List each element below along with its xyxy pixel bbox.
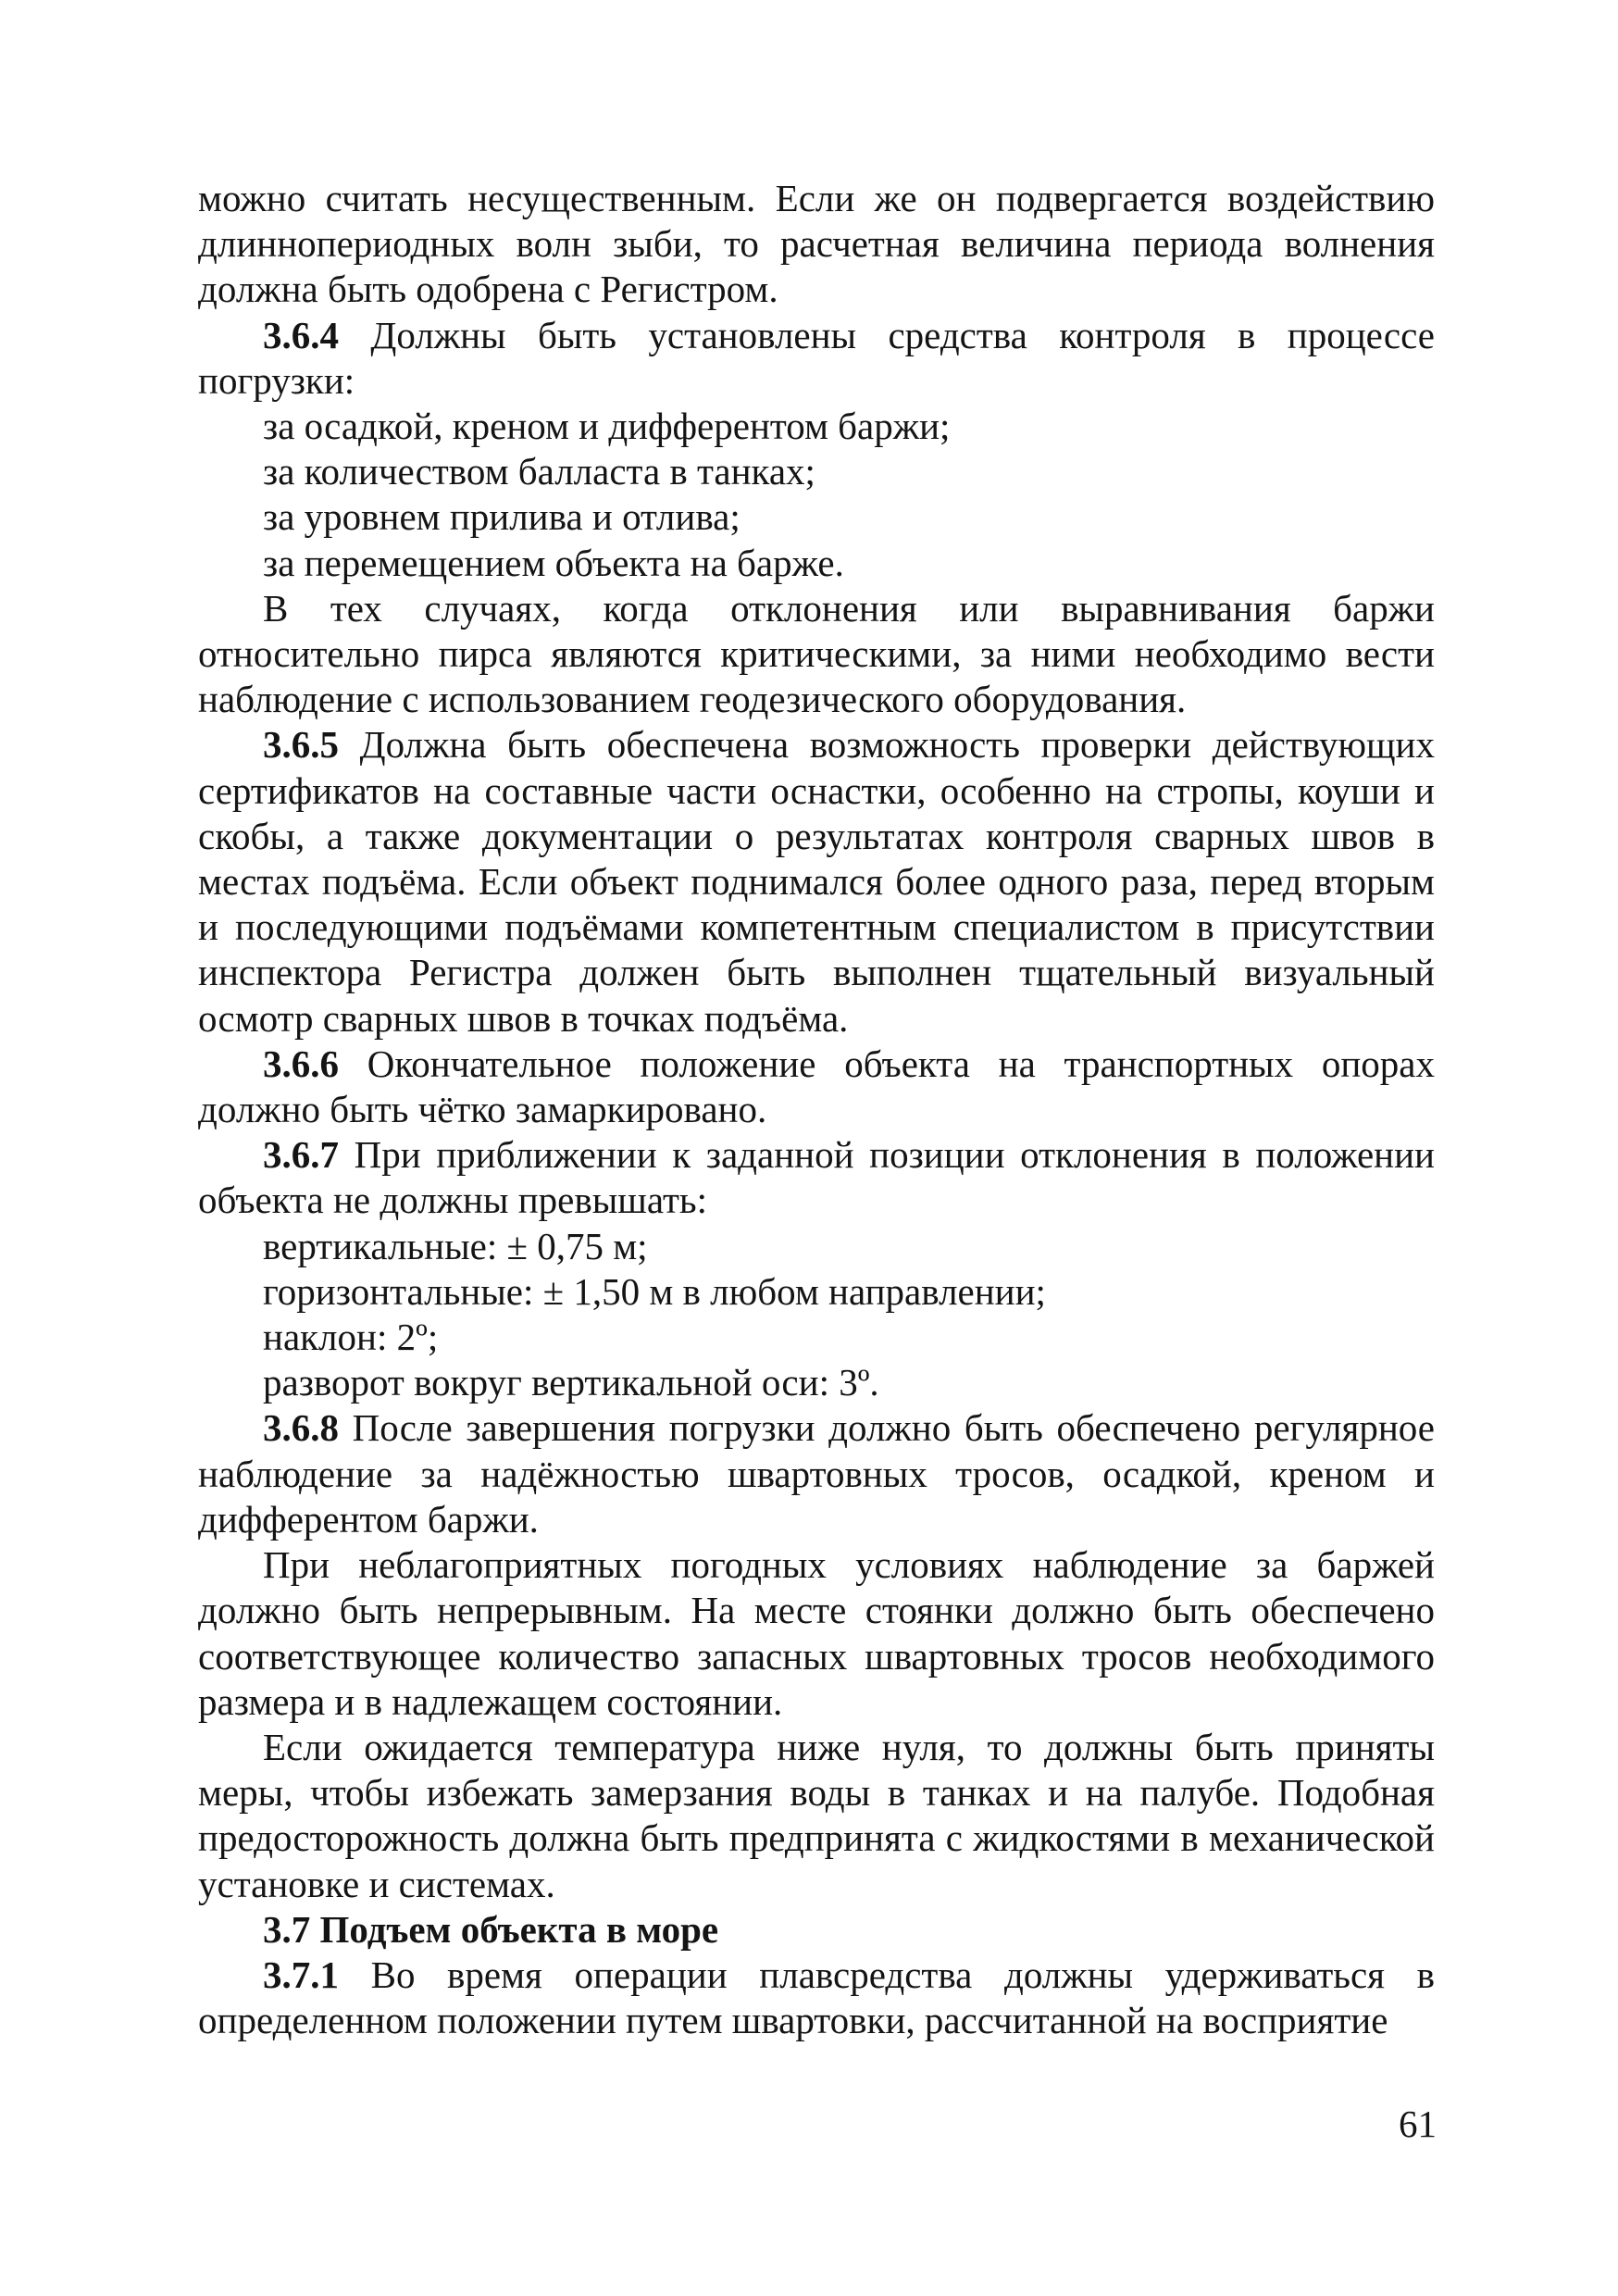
clause-number: 3.6.8 <box>263 1406 339 1450</box>
clause-text: После завершения погрузки должно быть обеспечено регулярное наблюдение за надёжностью швартовных тросов, осадкой, креном и дифферентом баржи. <box>198 1406 1435 1541</box>
clause-text: Должны быть установлены средства контроля в процессе погрузки: <box>198 313 1435 402</box>
paragraph-3-6-8 <box>198 1405 1435 1542</box>
clause-number: 3.6.6 <box>263 1042 339 1085</box>
paragraph-3-6-4-note: В тех случаях, когда отклонения или выравнивания баржи относительно пирса являются критическими, за ними необходимо вести наблюдение с использованием геодезического оборудования. <box>198 586 1435 721</box>
list-item: за осадкой, креном и дифферентом баржи; <box>263 405 951 448</box>
paragraph-3-6-7 <box>198 1132 1435 1223</box>
list-item: за уровнем прилива и отлива; <box>263 495 741 539</box>
clause-number: 3.6.5 <box>263 723 339 767</box>
paragraph-3-6-5 <box>198 722 1435 1041</box>
page-number: 61 <box>1399 2103 1437 2145</box>
section-heading: 3.7 Подъем объекта в море <box>263 1907 719 1951</box>
clause-text: Окончательное положение объекта на транспортных опорах должно быть чётко замаркировано. <box>198 1042 1435 1131</box>
list-item: наклон: 2º; <box>263 1316 439 1359</box>
clause-text: Должна быть обеспечена возможность проверки действующих сертификатов на составные части оснастки, особенно на стропы, коуши и скобы, а также документации о результатах контроля сварных швов в местах подъёма. Если объект поднимался более одного раза, перед вторым и последующими подъёмами компетентным специалистом в присутствии инспектора Регистра должен быть выполнен тщательный визуальный осмотр сварных швов в точках подъёма. <box>198 723 1435 1040</box>
paragraph-3-6-8-temperature: Если ожидается температура ниже нуля, то должны быть приняты меры, чтобы избежать замерзания воды в танках и на палубе. Подобная предосторожность должна быть предпринята с жидкостями в механической установке и системах. <box>198 1725 1435 1905</box>
list-item: разворот вокруг вертикальной оси: 3º. <box>263 1361 879 1404</box>
clause-text: Во время операции плавсредства должны удерживаться в определенном положении путем швартовки, рассчитанной на восприятие <box>198 1953 1435 2042</box>
list-item: горизонтальные: ± 1,50 м в любом направлении; <box>263 1269 1046 1313</box>
paragraph-3-6-6 <box>198 1042 1435 1132</box>
list-item: за перемещением объекта на барже. <box>263 541 844 584</box>
paragraph-3-6-4 <box>198 313 1435 404</box>
paragraph-3-7-1 <box>198 1953 1435 2043</box>
paragraph-3-6-8-weather: При неблагоприятных погодных условиях наблюдение за баржей должно быть непрерывным. На месте стоянки должно быть обеспечено соответствующее количество запасных швартовных тросов необходимого размера и в надлежащем состоянии. <box>198 1543 1435 1723</box>
clause-number: 3.6.7 <box>263 1133 339 1177</box>
clause-number: 3.7.1 <box>263 1953 339 1996</box>
list-item: вертикальные: ± 0,75 м; <box>263 1224 648 1267</box>
body-text <box>198 176 1435 2043</box>
list-item: за количеством балласта в танках; <box>263 450 815 493</box>
clause-text: При приближении к заданной позиции отклонения в положении объекта не должны превышать: <box>198 1133 1435 1222</box>
clause-number: 3.6.4 <box>263 313 339 356</box>
paragraph-intro: можно считать несущественным. Если же он подвергается воздействию длиннопериодных волн зыби, то расчетная величина периода волнения должна быть одобрена с Регистром. <box>198 177 1435 311</box>
